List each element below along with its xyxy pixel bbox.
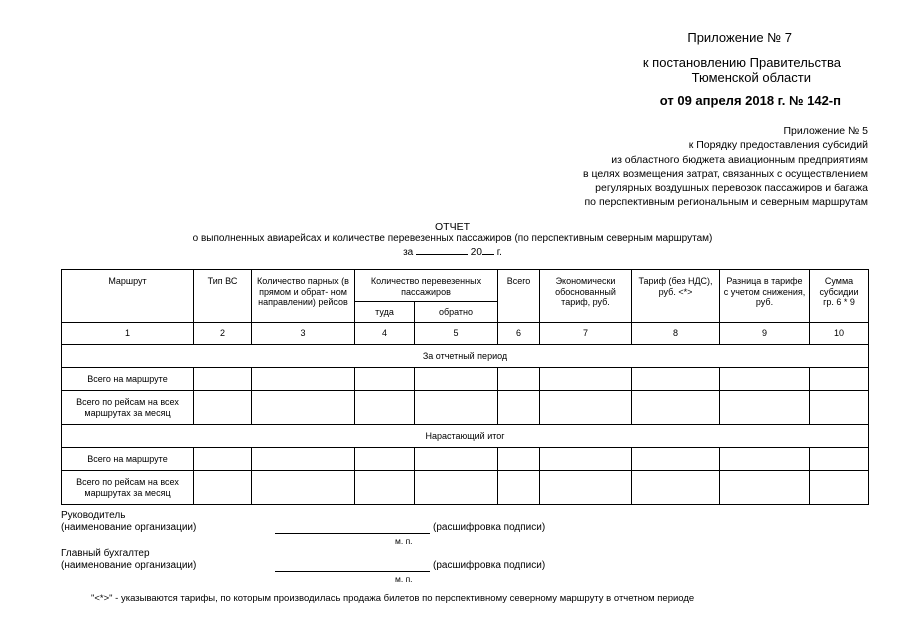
footnote: "<*>" - указываются тарифы, по которым производилась продажа билетов по перспективному северному маршруту в отчетном периоде — [91, 593, 695, 604]
cell — [720, 448, 810, 471]
header-passengers: Количество перевезенных пассажиров — [355, 270, 498, 302]
cell — [810, 471, 869, 505]
appendix-7-label: Приложение № 7 — [687, 30, 792, 45]
table-row — [62, 391, 869, 425]
cell — [540, 368, 632, 391]
head-seal: м. п. — [395, 536, 413, 546]
column-number: 6 — [498, 323, 540, 345]
section-cumulative: Нарастающий итог — [62, 425, 869, 448]
appendix-7-region: Тюменской области — [691, 70, 811, 85]
cell — [720, 368, 810, 391]
cell — [498, 448, 540, 471]
cell — [632, 471, 720, 505]
period-blank-day — [416, 245, 468, 255]
appendix-5-line: Приложение № 5 — [783, 125, 868, 137]
cell — [355, 471, 415, 505]
cell — [194, 368, 252, 391]
accountant-org: (наименование организации) — [61, 560, 197, 571]
cell — [194, 448, 252, 471]
cell — [540, 391, 632, 425]
row-label: Всего на маршруте — [62, 448, 194, 471]
cell — [252, 368, 355, 391]
header-route: Маршрут — [62, 270, 194, 323]
header-subsidy: Сумма субсидии гр. 6 * 9 — [810, 270, 869, 323]
period-blank-year — [482, 245, 494, 255]
column-number: 5 — [415, 323, 498, 345]
cell — [810, 391, 869, 425]
cell — [415, 391, 498, 425]
appendix-7-date: от 09 апреля 2018 г. № 142-п — [659, 93, 841, 108]
cell — [810, 368, 869, 391]
column-number: 1 — [62, 323, 194, 345]
header-tariff: Тариф (без НДС), руб. <*> — [632, 270, 720, 323]
cell — [632, 448, 720, 471]
appendix-5-block — [583, 124, 868, 210]
table-row — [62, 471, 869, 505]
column-number: 8 — [632, 323, 720, 345]
period-suffix: г. — [496, 247, 502, 258]
appendix-7-decree: к постановлению Правительства — [642, 55, 841, 70]
cell — [540, 448, 632, 471]
cell — [632, 391, 720, 425]
cell — [720, 391, 810, 425]
cell — [415, 448, 498, 471]
appendix-5-line: регулярных воздушных перевозок пассажиров и багажа — [595, 182, 868, 195]
column-number: 4 — [355, 323, 415, 345]
cell — [415, 368, 498, 391]
cell — [540, 471, 632, 505]
report-title: ОТЧЕТ — [435, 221, 470, 233]
cell — [415, 471, 498, 505]
report-table — [61, 269, 869, 505]
cell — [252, 471, 355, 505]
column-number: 10 — [810, 323, 869, 345]
cell — [720, 471, 810, 505]
accountant-seal: м. п. — [395, 574, 413, 584]
column-number: 3 — [252, 323, 355, 345]
cell — [194, 471, 252, 505]
section-reporting-period: За отчетный период — [62, 345, 869, 368]
table-row — [62, 368, 869, 391]
header-economic-tariff: Экономически обоснованный тариф, руб. — [540, 270, 632, 323]
report-subtitle: о выполненных авиарейсах и количестве перевезенных пассажиров (по перспективным северным маршрутам) — [192, 233, 713, 244]
head-title: Руководитель — [61, 510, 126, 521]
accountant-title: Главный бухгалтер — [61, 548, 150, 559]
cell — [810, 448, 869, 471]
header-aircraft-type: Тип ВС — [194, 270, 252, 323]
header-total: Всего — [498, 270, 540, 323]
row-label: Всего по рейсам на всех маршрутах за месяц — [62, 391, 194, 425]
cell — [252, 448, 355, 471]
header-back: обратно — [415, 302, 498, 323]
cell — [498, 391, 540, 425]
header-tariff-diff: Разница в тарифе с учетом снижения, руб. — [720, 270, 810, 323]
cell — [355, 391, 415, 425]
cell — [632, 368, 720, 391]
cell — [194, 391, 252, 425]
head-decode: (расшифровка подписи) — [433, 522, 546, 533]
cell — [498, 368, 540, 391]
period-prefix: за — [403, 247, 414, 258]
row-label: Всего по рейсам на всех маршрутах за месяц — [62, 471, 194, 505]
appendix-5-line: к Порядку предоставления субсидий — [688, 139, 868, 152]
period-year: 20 — [470, 247, 482, 258]
column-number: 2 — [194, 323, 252, 345]
appendix-5-line: из областного бюджета авиационным предприятиям — [611, 153, 868, 166]
appendix-5-line: в целях возмещения затрат, связанных с осуществлением — [582, 167, 868, 180]
header-there: туда — [355, 302, 415, 323]
head-org: (наименование организации) — [61, 522, 197, 533]
cell — [355, 368, 415, 391]
head-signature-line — [275, 533, 430, 534]
header-pair-flights: Количество парных (в прямом и обрат- ном направлении) рейсов — [252, 270, 355, 323]
cell — [498, 471, 540, 505]
cell — [355, 448, 415, 471]
row-label: Всего на маршруте — [62, 368, 194, 391]
appendix-5-line: по перспективным региональным и северным маршрутам — [584, 196, 868, 209]
column-number: 9 — [720, 323, 810, 345]
cell — [252, 391, 355, 425]
accountant-signature-line — [275, 571, 430, 572]
column-number: 7 — [540, 323, 632, 345]
accountant-decode: (расшифровка подписи) — [433, 560, 546, 571]
table-row — [62, 448, 869, 471]
report-period — [0, 245, 905, 258]
